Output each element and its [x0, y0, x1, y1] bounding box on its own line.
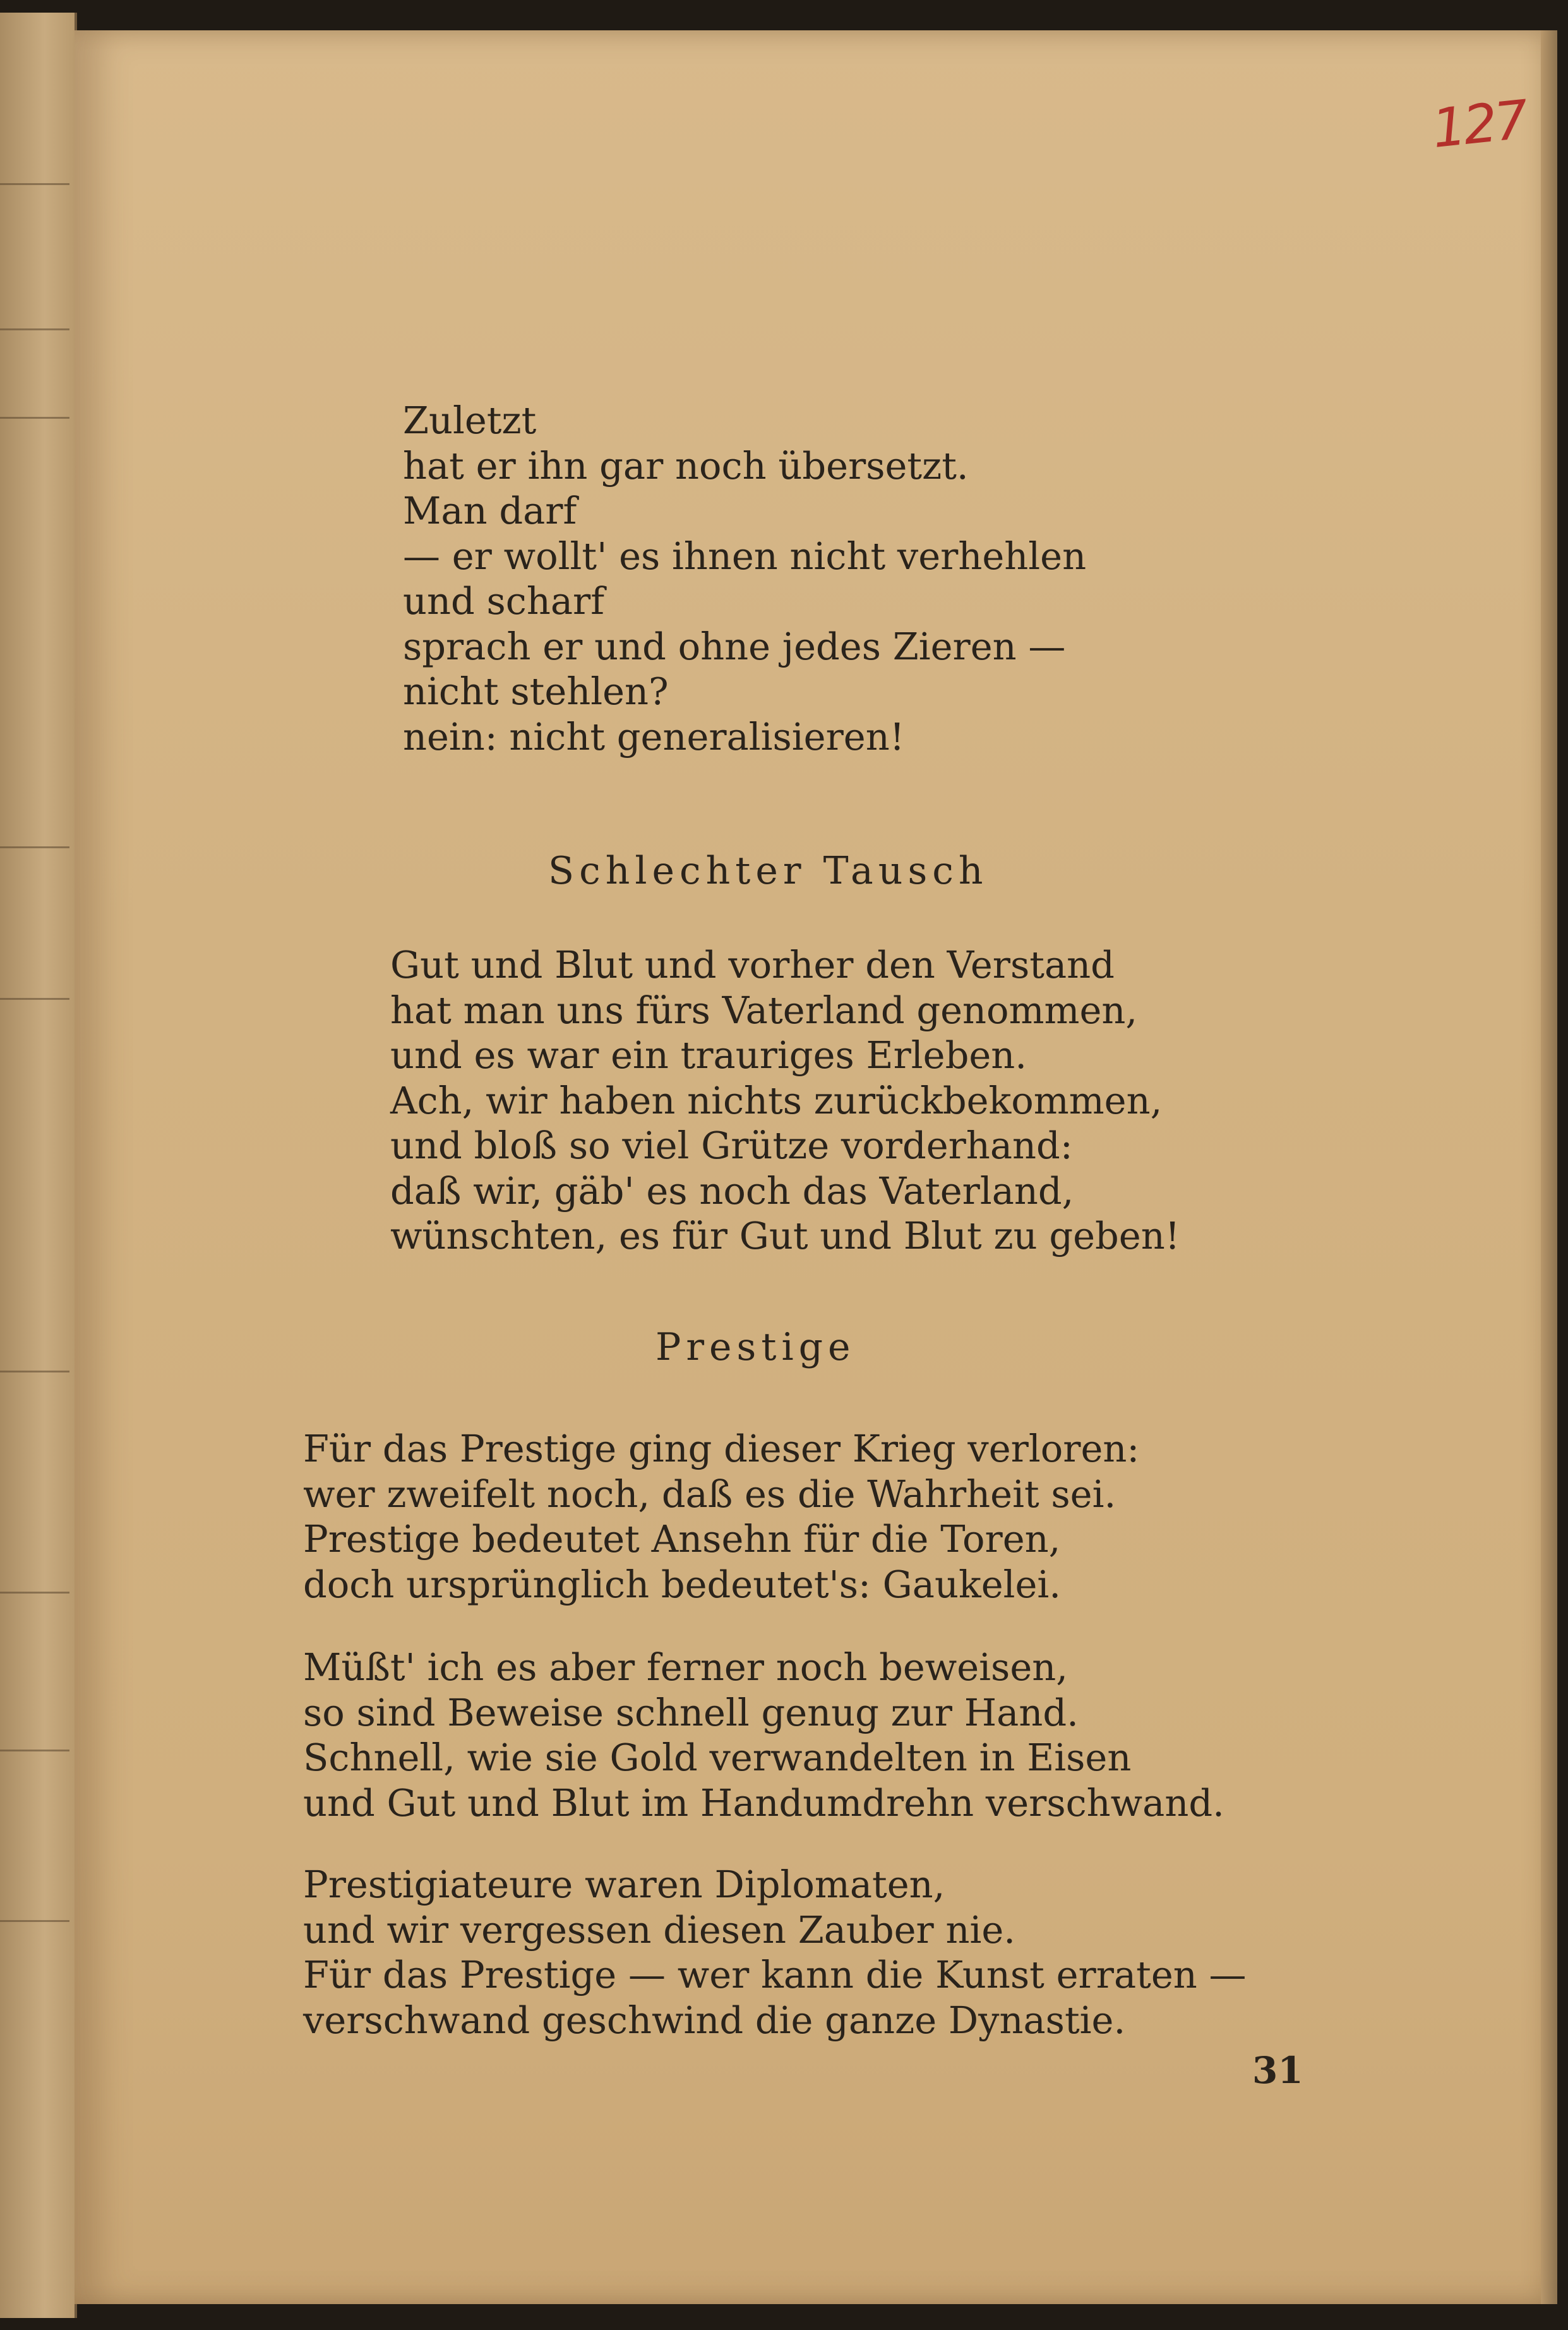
poem-line: Schnell, wie sie Gold verwandelten in Eisen [303, 1736, 1132, 1779]
poem-line: Gut und Blut und vorher den Verstand [390, 943, 1115, 987]
poem-line: — er wollt' es ihnen nicht verhehlen [403, 534, 1087, 578]
poem-title: Prestige [655, 1325, 856, 1369]
poem-stanza [303, 1645, 1224, 1825]
poem-line: und es war ein trauriges Erleben. [390, 1033, 1027, 1077]
poem-line: und wir vergessen diesen Zauber nie. [303, 1907, 1016, 1952]
poem-stanza [303, 1862, 1247, 2043]
poem-ending-stanza [403, 398, 1086, 759]
poem-title: Schlechter Tausch [548, 849, 988, 893]
poem-line: und bloß so viel Grütze vorderhand: [390, 1124, 1073, 1167]
poem-line: Man darf [403, 489, 577, 532]
poem-line: und Gut und Blut im Handumdrehn verschwand. [303, 1781, 1224, 1825]
poem-line: Prestigiateure waren Diplomaten, [303, 1863, 945, 1906]
poem-line: daß wir, gäb' es noch das Vaterland, [390, 1168, 1074, 1213]
poem-line: verschwand geschwind die ganze Dynastie. [303, 1998, 1126, 2042]
poem-line: doch ursprünglich bedeutet's: Gaukelei. [303, 1562, 1062, 1606]
poem-line: Prestige bedeutet Ansehn für die Toren, [303, 1517, 1061, 1561]
poem-line: wünschten, es für Gut und Blut zu geben! [390, 1214, 1180, 1258]
poem-line: nicht stehlen? [403, 670, 669, 713]
poem-line: sprach er und ohne jedes Zieren — [403, 624, 1066, 668]
poem-stanza [390, 942, 1180, 1259]
poem-line: Zuletzt [403, 399, 537, 442]
poem-line: Ach, wir haben nichts zurückbekommen, [390, 1078, 1163, 1122]
poem-line: Müßt' ich es aber ferner noch beweisen, [303, 1645, 1068, 1689]
page-fore-edge [1541, 30, 1557, 2304]
poem-line: wer zweifelt noch, daß es die Wahrheit sei. [303, 1472, 1116, 1516]
poem-line: nein: nicht generalisieren! [403, 714, 905, 759]
handwritten-folio-number: 127 [1429, 88, 1529, 160]
poem-line: hat er ihn gar noch übersetzt. [403, 443, 969, 488]
poem-stanza [303, 1426, 1139, 1607]
facing-page-edge [0, 13, 77, 2318]
poem-line: so sind Beweise schnell genug zur Hand. [303, 1690, 1079, 1734]
book-page [75, 30, 1552, 2304]
poem-line: Für das Prestige — wer kann die Kunst erraten — [303, 1953, 1247, 1997]
poem-line: hat man uns fürs Vaterland genommen, [390, 988, 1138, 1032]
page-number: 31 [1252, 2049, 1303, 2092]
poem-line: und scharf [403, 579, 605, 623]
poem-line: Für das Prestige ging dieser Krieg verloren: [303, 1427, 1140, 1470]
